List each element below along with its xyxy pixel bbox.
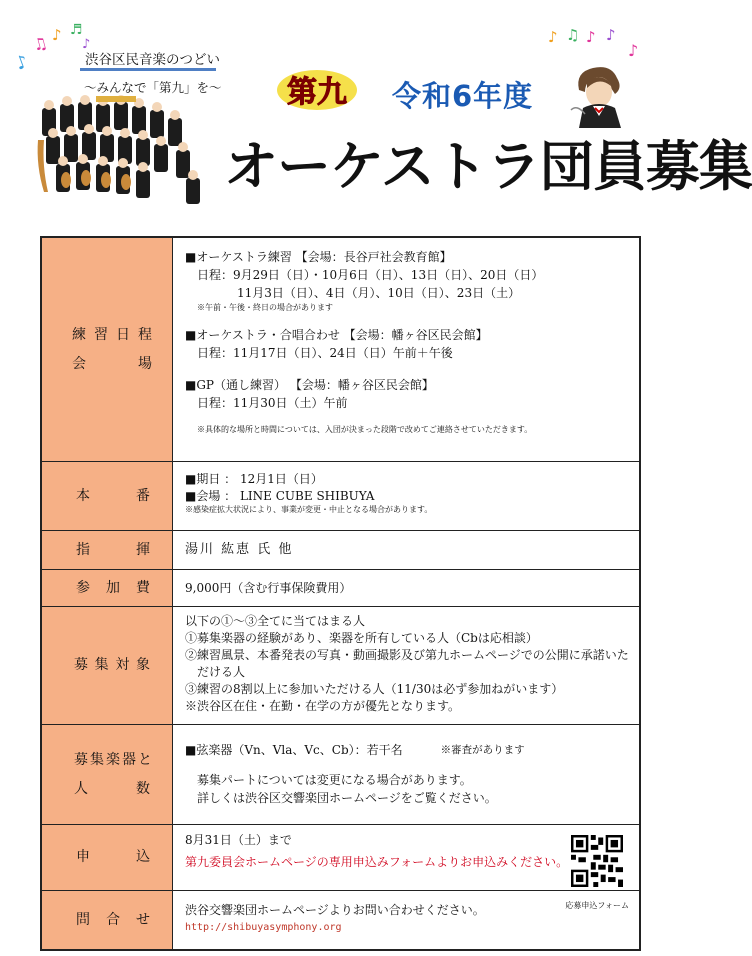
svg-text:♪: ♪ [12,51,31,75]
eligibility-line: ③練習の8割以上に参加いただける人（11/30は必ず参加ねがいます） [185,682,564,696]
label-conductor: 指 揮 [42,531,173,569]
conductor-content [173,531,639,569]
practice-dates: 日程：9月29日（日）・10月6日（日）、13日（日）、20日（日） [197,268,544,282]
svg-text:♪: ♪ [52,26,62,44]
practice-block-title: ■GP（通し練習） 【会場：幡ヶ谷区民会館】 [185,378,434,392]
eligibility-line: だける人 [185,665,246,679]
label-eligibility: 募 集 対 象 [42,607,173,724]
divider [80,68,216,71]
audition-note: ※審査があります [440,744,525,756]
event-subtitle: ～みんなで「第九」を～ [84,80,222,95]
apply-deadline: 8月31日（土）まで [185,833,292,847]
label-instruments: 募集楽器と 人 数 [42,725,173,824]
table-row-contact [42,891,639,949]
table-row-practice [42,238,639,462]
practice-dates: 日程：11月30日（土）午前 [197,396,348,410]
table-row-instruments [42,725,639,825]
table-row-conductor [42,531,639,570]
info-table [40,236,641,951]
practice-dates: 日程：11月17日（日）、24日（日）午前＋午後 [197,346,453,360]
svg-text:♪: ♪ [586,28,596,46]
apply-content [173,825,639,890]
contact-url-link[interactable]: http://shibuyasymphony.org [185,922,342,933]
practice-note: ※具体的な場所と時間については、入団が決まった段階で改めてご連絡させていただきます。 [197,425,533,434]
svg-text:♫: ♫ [566,26,580,44]
eligibility-line: ②練習風景、本番発表の写真・動画撮影及び第九ホームページでの公開に承諾いた [185,648,629,662]
main-title: オーケストラ団員募集 [224,135,752,198]
table-row-eligibility [42,607,639,725]
svg-text:♪: ♪ [606,26,616,44]
label-apply: 申 込 [42,825,173,890]
practice-note: ※午前・午後・終日の場合があります [197,303,333,312]
concert-date: ■期日 ： 12月1日（日） [185,472,323,486]
conductor-name: 湯川 紘恵 氏 他 [185,542,294,557]
practice-dates: 11月3日（日）、4日（月）、10日（日）、23日（土） [237,286,521,300]
concert-note: ※感染症拡大状況により、事業が変更・中止となる場合があります。 [185,505,433,514]
fee-value: 9,000円（含む行事保険費用） [185,581,352,595]
label-fee: 参 加 費 [42,570,173,606]
instruments-strings: ■弦楽器（Vn、Vla、Vc、Cb）：若干名 [185,743,403,757]
svg-text:♪: ♪ [82,37,91,52]
year-label: 令和6年度 [392,79,534,113]
svg-text:♪: ♪ [628,41,639,60]
instruments-note: 詳しくは渋谷区交響楽団ホームページをご覧ください。 [197,791,497,805]
svg-text:♪: ♪ [548,28,558,46]
instruments-content [173,725,639,824]
practice-block-title: ■オーケストラ・合唱合わせ 【会場：幡ヶ谷区民会館】 [185,328,488,342]
practice-content [173,238,639,461]
eligibility-line: ①募集楽器の経験があり、楽器を所有している人（Cbは応相談） [185,631,538,645]
contact-content [173,891,639,949]
practice-block-title: ■オーケストラ練習 【会場：長谷戸社会教育館】 [185,250,452,264]
instruments-note: 募集パートについては変更になる場合があります。 [197,773,472,787]
fee-content [173,570,639,606]
label-concert: 本 番 [42,462,173,530]
eligibility-line: 以下の①～③全てに当てはまる人 [185,614,366,628]
beethoven-illustration [565,64,631,128]
concert-venue: ■会場 ： LINE CUBE SHIBUYA [185,489,375,503]
music-notes-icon [548,20,658,68]
svg-text:♫: ♫ [30,32,50,55]
daiku-text: 第九 [287,75,347,110]
table-row-apply [42,825,639,891]
label-practice: 練 習 日 程 会 場 [42,238,173,461]
svg-text:♬: ♬ [70,22,83,38]
qr-caption: 応募申込フォーム [565,901,629,910]
daiku-badge [276,66,358,112]
label-contact: 問 合 せ [42,891,173,949]
table-row-fee [42,570,639,607]
orchestra-illustration [36,96,216,206]
concert-content [173,462,639,530]
event-title: 渋谷区民音楽のつどい [85,52,220,68]
eligibility-content [173,607,639,724]
apply-method: 第九委員会ホームページの専用申込みフォームよりお申込みください。 [185,855,569,869]
table-row-concert [42,462,639,531]
qr-code-icon[interactable] [571,835,623,887]
eligibility-line: ※渋谷区在住・在勤・在学の方が優先となります。 [185,699,461,713]
contact-text: 渋谷交響楽団ホームページよりお問い合わせください。 [185,903,485,917]
